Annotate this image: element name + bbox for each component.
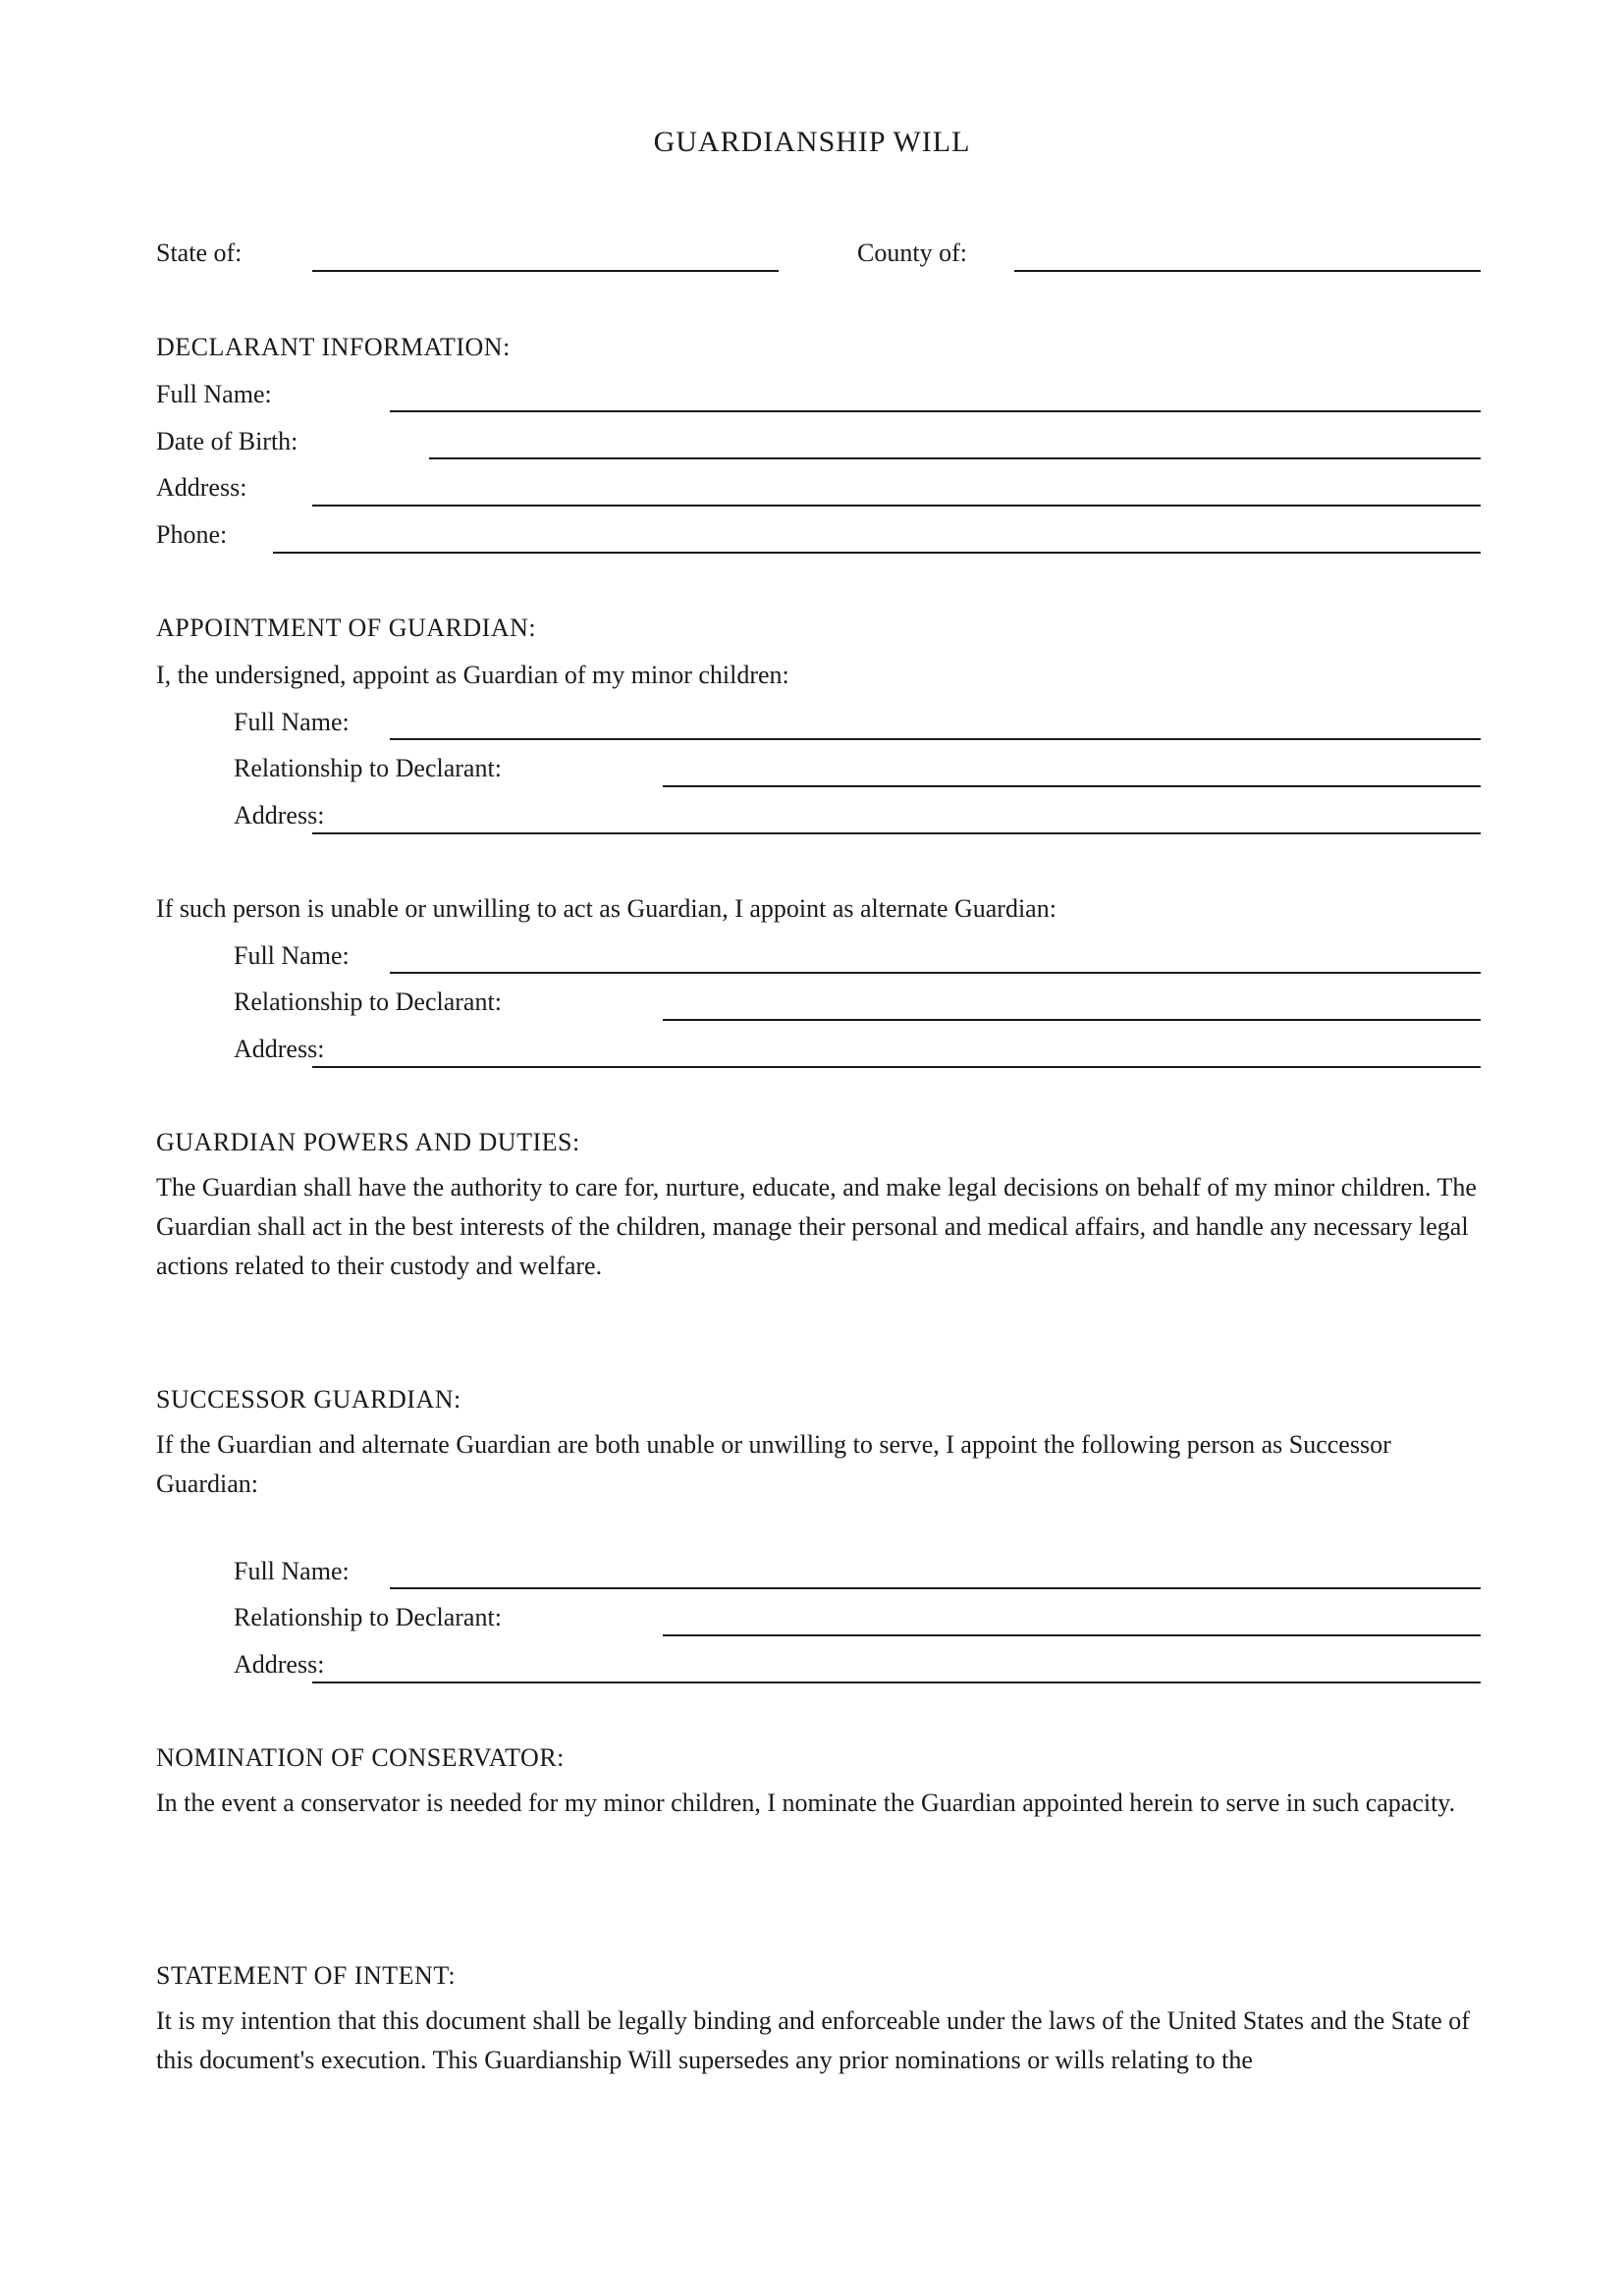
successor-address-label: Address:: [234, 1650, 325, 1679]
document-title: GUARDIANSHIP WILL: [653, 126, 971, 158]
intent-text: It is my intention that this document shall be legally binding and enforceable under the laws of the United States and the State of this document's execution. This Guardianship Will supersedes any prior nominations or wills relating to the: [156, 2006, 1470, 2074]
alternate-full-name-label: Full Name:: [234, 941, 350, 970]
state-label: State of:: [156, 239, 243, 267]
alternate-full-name-field[interactable]: [390, 972, 1481, 974]
county-label: County of:: [857, 239, 967, 267]
declarant-dob-field[interactable]: [429, 457, 1481, 459]
declarant-full-name-label: Full Name:: [156, 380, 272, 408]
successor-address-field[interactable]: [312, 1682, 1481, 1683]
powers-heading: GUARDIAN POWERS AND DUTIES:: [156, 1128, 580, 1156]
alternate-address-label: Address:: [234, 1035, 325, 1063]
guardian-relationship-label: Relationship to Declarant:: [234, 754, 502, 782]
declarant-heading: DECLARANT INFORMATION:: [156, 333, 511, 361]
declarant-address-label: Address:: [156, 473, 247, 502]
guardian-relationship-field[interactable]: [663, 785, 1481, 787]
successor-relationship-label: Relationship to Declarant:: [234, 1603, 502, 1631]
declarant-full-name-field[interactable]: [390, 410, 1481, 412]
declarant-dob-label: Date of Birth:: [156, 427, 298, 455]
state-field[interactable]: [312, 270, 779, 272]
declarant-address-field[interactable]: [312, 505, 1481, 507]
appointment-heading: APPOINTMENT OF GUARDIAN:: [156, 614, 537, 642]
guardian-address-label: Address:: [234, 801, 325, 829]
successor-relationship-field[interactable]: [663, 1634, 1481, 1636]
appointment-intro: I, the undersigned, appoint as Guardian of my minor children:: [156, 661, 789, 689]
powers-text: The Guardian shall have the authority to care for, nurture, educate, and make legal decisions on behalf of my minor children. The Guardian shall act in the best interests of the children, manage their personal and medical affairs, and handle any necessary legal actions related to their custody and welfare.: [156, 1173, 1477, 1280]
alternate-intro: If such person is unable or unwilling to act as Guardian, I appoint as alternate Guardian:: [156, 894, 1056, 923]
successor-heading: SUCCESSOR GUARDIAN:: [156, 1385, 461, 1414]
alternate-relationship-field[interactable]: [663, 1019, 1481, 1021]
guardian-full-name-label: Full Name:: [234, 708, 350, 736]
alternate-relationship-label: Relationship to Declarant:: [234, 988, 502, 1016]
guardian-address-field[interactable]: [312, 832, 1481, 834]
successor-full-name-field[interactable]: [390, 1587, 1481, 1589]
county-field[interactable]: [1014, 270, 1481, 272]
declarant-phone-label: Phone:: [156, 520, 228, 549]
conservator-text: In the event a conservator is needed for my minor children, I nominate the Guardian appointed herein to serve in such capacity.: [156, 1789, 1456, 1817]
declarant-phone-field[interactable]: [273, 552, 1481, 554]
guardian-full-name-field[interactable]: [390, 738, 1481, 740]
successor-full-name-label: Full Name:: [234, 1557, 350, 1585]
alternate-address-field[interactable]: [312, 1066, 1481, 1068]
successor-text: If the Guardian and alternate Guardian are both unable or unwilling to serve, I appoint the following person as Successor Guardian:: [156, 1430, 1391, 1498]
intent-heading: STATEMENT OF INTENT:: [156, 1961, 457, 1990]
conservator-heading: NOMINATION OF CONSERVATOR:: [156, 1743, 565, 1772]
